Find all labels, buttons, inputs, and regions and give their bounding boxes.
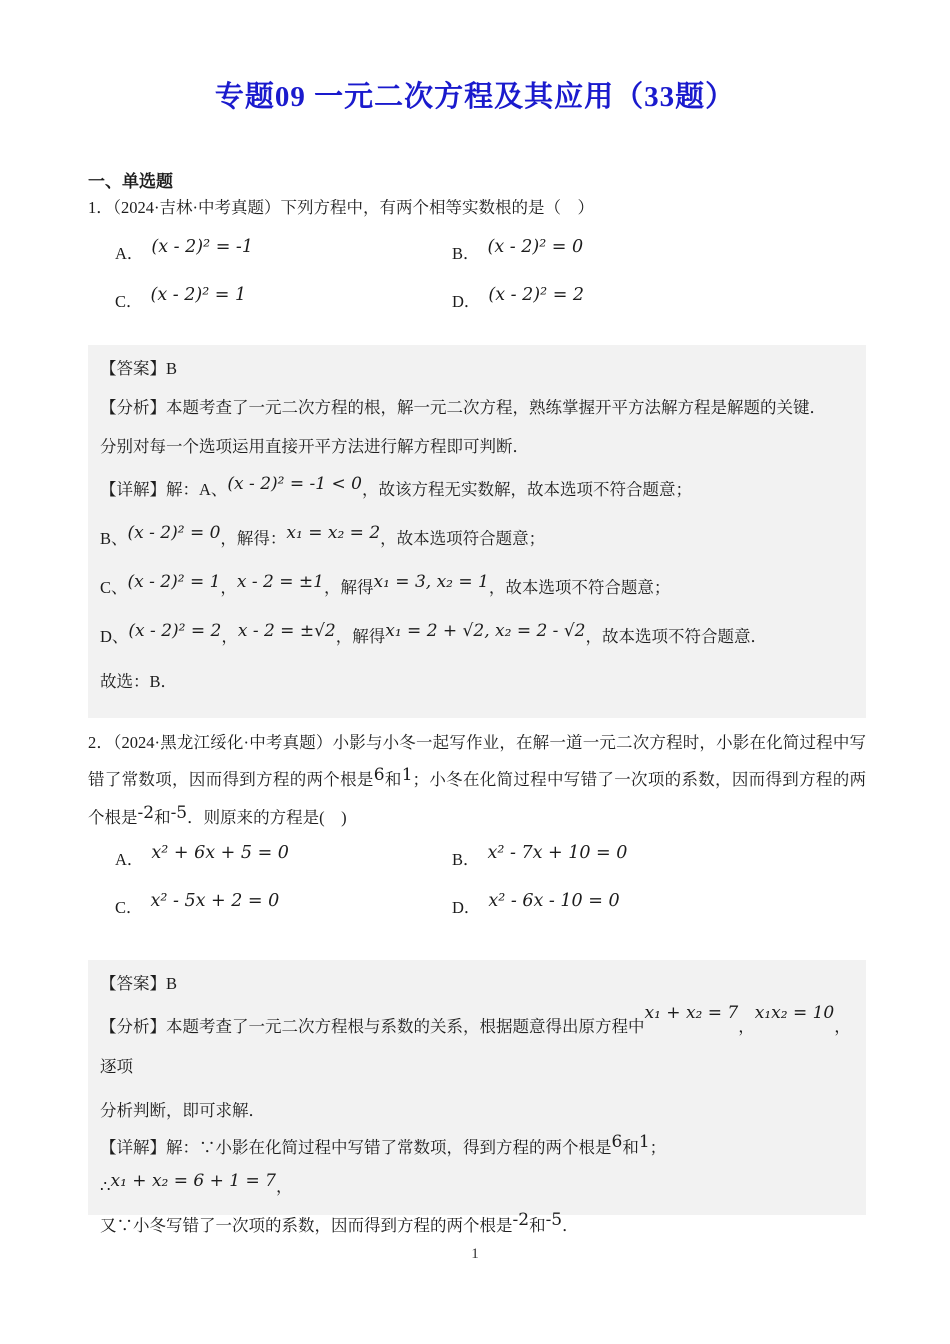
answer-block-q1 [88, 345, 866, 718]
inline-formula: x₁ + x₂ = 6 + 1 = 7 [110, 1171, 276, 1191]
option-formula: x² + 6x + 5 = 0 [151, 843, 289, 863]
option-formula: x² - 5x + 2 = 0 [150, 891, 280, 911]
detail-text: ． [562, 1216, 579, 1235]
analysis-text: 【分析】本题考查了一元二次方程根与系数的关系，根据题意得出原方程中 [100, 1017, 645, 1036]
option-label: A． [115, 244, 144, 263]
option-formula: x² - 7x + 10 = 0 [487, 843, 628, 863]
inline-number: -5 [170, 803, 188, 823]
detail-text: ， [275, 1177, 293, 1196]
stem-text: ；小冬在化简过程中写错了一次项的系数，因而得到方程的两个根是 [88, 770, 867, 827]
detail-text: 【详解】解：∵小影在化简过程中写错了常数项，得到方程的两个根是 [100, 1138, 612, 1157]
stem-text: 2．（2024·黑龙江绥化·中考真题）小影与小冬一起写作业，在解一道一元二次方程时，小影在化简过程中写错了常数项，因而得到方程的两个根是 [88, 733, 866, 789]
detail-text: ，故本选项不符合题意． [585, 627, 767, 646]
inline-formula: x - 2 = ±1 [236, 572, 324, 592]
inline-formula: x - 2 = ±√2 [237, 621, 336, 641]
question-2-options [88, 843, 866, 918]
question-1-stem: 1．（2024·吉林·中考真题）下列方程中，有两个相等实数根的是（ ） [88, 198, 594, 217]
q1-option-d [452, 285, 866, 312]
detail-text: 又∵小冬写错了一次项的系数，因而得到方程的两个根是 [100, 1216, 513, 1235]
inline-formula: x₁ = x₂ = 2 [286, 523, 381, 543]
q1-option-c [115, 285, 452, 312]
q2-option-c [115, 891, 452, 918]
detail-text: 和 [622, 1138, 639, 1157]
q1-detail-line-a [100, 472, 854, 508]
q2-option-d [452, 891, 866, 918]
detail-text: 【详解】解：A、 [100, 480, 228, 499]
detail-text: ， [220, 578, 237, 597]
detail-text: ，故本选项符合题意； [380, 529, 546, 548]
detail-text: B、 [100, 529, 128, 548]
q2-answer-line: 【答案】B [100, 974, 178, 993]
option-formula: (x - 2)² = 2 [488, 285, 585, 305]
inline-number: -2 [512, 1210, 530, 1230]
detail-text: ，解得 [335, 627, 386, 646]
q1-analysis-line-2: 分别对每一个选项运用直接开平方法进行解方程即可判断． [100, 437, 529, 456]
analysis-text: ，逐项 [100, 1017, 851, 1076]
therefore-symbol: ∴ [100, 1177, 111, 1196]
q2-therefore-line [100, 1170, 854, 1204]
option-label: B． [452, 850, 480, 869]
analysis-text: ， [738, 1017, 755, 1036]
inline-formula: x₁ + x₂ = 7 [644, 1003, 739, 1023]
option-label: D． [452, 292, 481, 311]
q1-conclusion-line: 故选：B． [100, 672, 178, 691]
answer-block-q2 [88, 960, 866, 1235]
inline-number: -2 [137, 803, 155, 823]
inline-formula: (x - 2)² = 1 [127, 572, 221, 592]
option-formula: x² - 6x - 10 = 0 [488, 891, 620, 911]
option-label: C． [115, 292, 143, 311]
option-label: C． [115, 898, 143, 917]
detail-text: D、 [100, 627, 129, 646]
inline-number: -5 [545, 1210, 563, 1230]
inline-formula: (x - 2)² = 0 [127, 523, 221, 543]
q1-answer-line: 【答案】B [100, 359, 178, 378]
q2-detail-line-1 [100, 1134, 854, 1162]
detail-text: C、 [100, 578, 128, 597]
inline-number: 6 [611, 1132, 623, 1152]
q2-detail-line-3 [100, 1212, 854, 1240]
option-label: A． [115, 850, 144, 869]
q1-detail-line-c [100, 570, 854, 606]
inline-number: 1 [401, 765, 413, 785]
detail-text: ， [221, 627, 238, 646]
q2-option-a [115, 843, 452, 870]
question-1-options [88, 237, 866, 312]
inline-number: 6 [373, 765, 385, 785]
inline-formula: (x - 2)² = -1 < 0 [227, 474, 362, 494]
document-title: 专题09 一元二次方程及其应用（33题） [214, 81, 736, 113]
stem-text: 和 [154, 808, 171, 827]
option-label: B． [452, 244, 480, 263]
page-number: 1 [471, 1246, 479, 1262]
q2-analysis-line-2: 分析判断，即可求解． [100, 1101, 265, 1120]
section-heading: 一、单选题 [88, 172, 173, 191]
inline-formula: x₁x₂ = 10 [754, 1003, 835, 1023]
inline-formula: (x - 2)² = 2 [128, 621, 222, 641]
detail-text: ，故该方程无实数解，故本选项不符合题意； [361, 480, 692, 499]
detail-text: ； [649, 1138, 667, 1157]
detail-text: ，故本选项不符合题意； [488, 578, 671, 597]
q2-analysis-line-1 [100, 1003, 854, 1087]
q2-option-b [452, 843, 866, 870]
q1-analysis-line-1: 【分析】本题考查了一元二次方程的根，解一元二次方程，熟练掌握开平方法解方程是解题的关键． [100, 398, 826, 417]
q1-detail-line-d [100, 619, 854, 655]
q1-option-b [452, 237, 866, 264]
option-formula: (x - 2)² = 0 [487, 237, 584, 257]
q1-option-a [115, 237, 452, 264]
question-2-stem [88, 724, 866, 837]
option-formula: (x - 2)² = 1 [150, 285, 247, 305]
detail-text: ，解得 [324, 578, 374, 597]
detail-text: ，解得： [220, 529, 287, 548]
inline-formula: x₁ = 3, x₂ = 1 [373, 572, 489, 592]
detail-text: 和 [529, 1216, 546, 1235]
option-formula: (x - 2)² = -1 [151, 237, 253, 257]
inline-number: 1 [638, 1132, 650, 1152]
q1-detail-line-b [100, 521, 854, 557]
inline-formula: x₁ = 2 + √2, x₂ = 2 - √2 [385, 621, 586, 641]
stem-text: 和 [384, 770, 402, 789]
option-label: D． [452, 898, 481, 917]
stem-text: ．则原来的方程是( ) [187, 808, 347, 827]
